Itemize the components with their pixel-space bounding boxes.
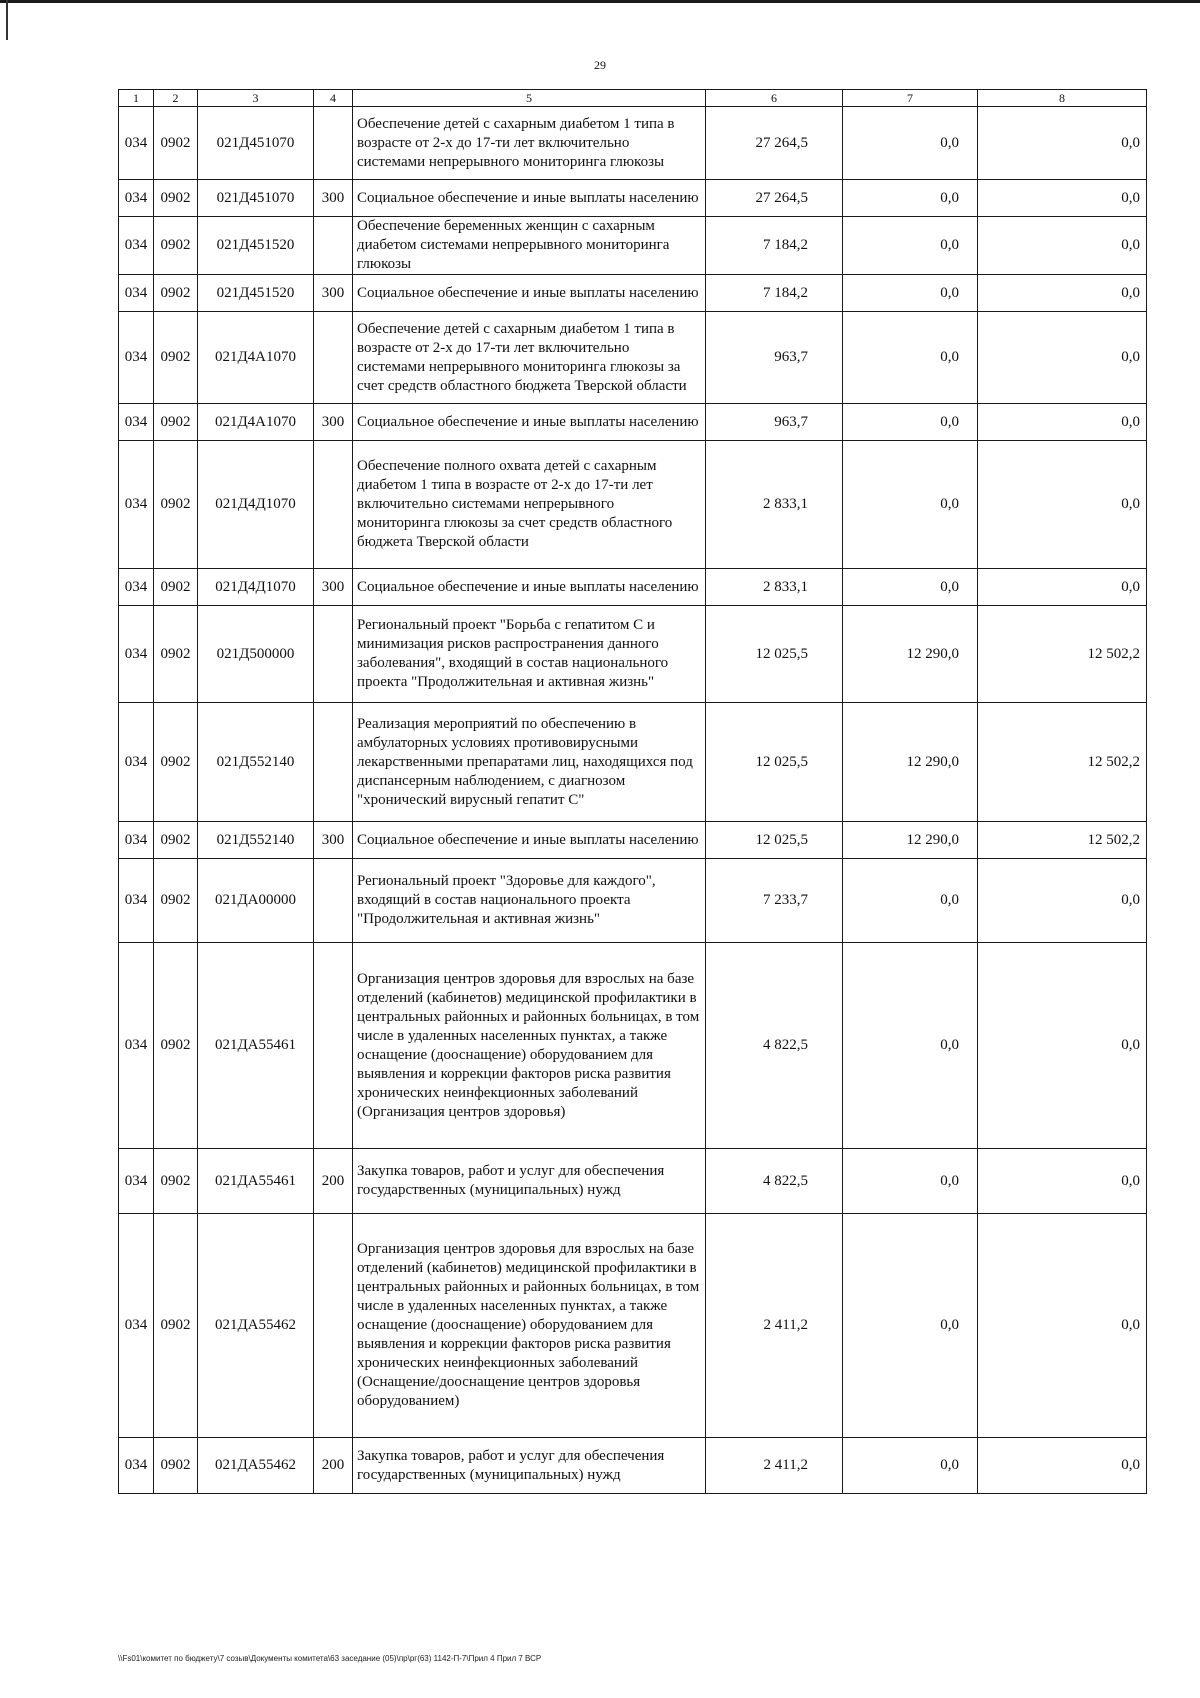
column-number: 3 (198, 90, 314, 107)
amount-col6-cell: 7 184,2 (706, 217, 843, 275)
amount-col8-cell: 0,0 (978, 569, 1147, 606)
amount-col8-cell: 0,0 (978, 180, 1147, 217)
amount-col6-cell: 12 025,5 (706, 606, 843, 703)
column-number: 4 (314, 90, 353, 107)
amount-col6-cell: 27 264,5 (706, 107, 843, 180)
expense-type-cell: 300 (314, 404, 353, 441)
amount-col6-cell: 963,7 (706, 404, 843, 441)
expense-type-cell (314, 1214, 353, 1438)
ministry-code-cell: 034 (119, 107, 154, 180)
section-code-cell: 0902 (154, 606, 198, 703)
target-article-cell: 021Д552140 (198, 703, 314, 822)
ministry-code-cell: 034 (119, 441, 154, 569)
ministry-code-cell: 034 (119, 217, 154, 275)
table-row (119, 312, 1147, 404)
table-row (119, 606, 1147, 703)
section-code-cell: 0902 (154, 275, 198, 312)
expense-type-cell: 300 (314, 569, 353, 606)
column-number: 2 (154, 90, 198, 107)
section-code-cell: 0902 (154, 943, 198, 1149)
amount-col8-cell: 0,0 (978, 107, 1147, 180)
ministry-code-cell: 034 (119, 1149, 154, 1214)
amount-col6-cell: 4 822,5 (706, 1149, 843, 1214)
amount-col6-cell: 2 411,2 (706, 1214, 843, 1438)
section-code-cell: 0902 (154, 1438, 198, 1494)
amount-col8-cell: 0,0 (978, 312, 1147, 404)
amount-col8-cell: 12 502,2 (978, 822, 1147, 859)
table-row (119, 107, 1147, 180)
amount-col6-cell: 7 184,2 (706, 275, 843, 312)
description-cell: Обеспечение полного охвата детей с сахарным диабетом 1 типа в возрасте от 2-х до 17-ти лет включительно системами непрерывного мониторинга глюкозы за счет средств областного бюджета Тверской области (353, 441, 706, 569)
ministry-code-cell: 034 (119, 1214, 154, 1438)
expense-type-cell (314, 606, 353, 703)
section-code-cell: 0902 (154, 180, 198, 217)
amount-col6-cell: 2 833,1 (706, 569, 843, 606)
amount-col7-cell: 0,0 (843, 943, 978, 1149)
table-row (119, 822, 1147, 859)
amount-col8-cell: 0,0 (978, 1438, 1147, 1494)
column-number: 1 (119, 90, 154, 107)
ministry-code-cell: 034 (119, 180, 154, 217)
expense-type-cell: 300 (314, 822, 353, 859)
ministry-code-cell: 034 (119, 312, 154, 404)
page-number: 29 (594, 58, 606, 72)
amount-col8-cell: 0,0 (978, 275, 1147, 312)
column-number: 7 (843, 90, 978, 107)
table-row (119, 859, 1147, 943)
section-code-cell: 0902 (154, 1149, 198, 1214)
amount-col6-cell: 12 025,5 (706, 822, 843, 859)
section-code-cell: 0902 (154, 569, 198, 606)
description-cell: Реализация мероприятий по обеспечению в амбулаторных условиях противовирусными лекарственными препаратами лиц, находящихся под диспансерным наблюдением, с диагнозом "хронический вирусный гепатит С" (353, 703, 706, 822)
ministry-code-cell: 034 (119, 822, 154, 859)
expense-type-cell: 300 (314, 180, 353, 217)
target-article-cell: 021Д500000 (198, 606, 314, 703)
description-cell: Социальное обеспечение и иные выплаты населению (353, 275, 706, 312)
column-number: 8 (978, 90, 1147, 107)
expense-type-cell (314, 312, 353, 404)
amount-col7-cell: 12 290,0 (843, 822, 978, 859)
amount-col7-cell: 0,0 (843, 441, 978, 569)
target-article-cell: 021ДА55461 (198, 1149, 314, 1214)
amount-col6-cell: 2 833,1 (706, 441, 843, 569)
amount-col8-cell: 0,0 (978, 217, 1147, 275)
description-cell: Социальное обеспечение и иные выплаты населению (353, 180, 706, 217)
section-code-cell: 0902 (154, 404, 198, 441)
section-code-cell: 0902 (154, 822, 198, 859)
amount-col6-cell: 963,7 (706, 312, 843, 404)
description-cell: Региональный проект "Борьба с гепатитом С и минимизация рисков распространения данного заболевания", входящий в состав национального проекта "Продолжительная и активная жизнь" (353, 606, 706, 703)
table-row (119, 217, 1147, 275)
ministry-code-cell: 034 (119, 404, 154, 441)
amount-col6-cell: 12 025,5 (706, 703, 843, 822)
description-cell: Обеспечение детей с сахарным диабетом 1 типа в возрасте от 2-х до 17-ти лет включительно системами непрерывного мониторинга глюкозы за счет средств областного бюджета Тверской области (353, 312, 706, 404)
amount-col6-cell: 27 264,5 (706, 180, 843, 217)
table-row (119, 569, 1147, 606)
amount-col8-cell: 0,0 (978, 859, 1147, 943)
target-article-cell: 021Д451070 (198, 107, 314, 180)
amount-col7-cell: 0,0 (843, 404, 978, 441)
section-code-cell: 0902 (154, 441, 198, 569)
amount-col7-cell: 0,0 (843, 1149, 978, 1214)
table-row (119, 703, 1147, 822)
table-row (119, 1149, 1147, 1214)
expense-type-cell (314, 217, 353, 275)
amount-col6-cell: 4 822,5 (706, 943, 843, 1149)
target-article-cell: 021ДА00000 (198, 859, 314, 943)
file-path-footer: \\Fs01\комитет по бюджету\7 созыв\Документы комитета\63 заседание (05)\пр\рг(63) 1142-П-7\Прил 4 Прил 7 ВСР (118, 1654, 542, 1663)
description-cell: Социальное обеспечение и иные выплаты населению (353, 569, 706, 606)
section-code-cell: 0902 (154, 107, 198, 180)
target-article-cell: 021Д4А1070 (198, 312, 314, 404)
description-cell: Организация центров здоровья для взрослых на базе отделений (кабинетов) медицинской профилактики в центральных районных и районных больницах, в том числе в удаленных населенных пунктах, а также оснащение (дооснащение) оборудованием для выявления и коррекции факторов риска развития хронических неинфекционных заболеваний (Организация центров здоровья) (353, 943, 706, 1149)
amount-col6-cell: 7 233,7 (706, 859, 843, 943)
ministry-code-cell: 034 (119, 606, 154, 703)
column-number: 6 (706, 90, 843, 107)
description-cell: Социальное обеспечение и иные выплаты населению (353, 822, 706, 859)
description-cell: Региональный проект "Здоровье для каждого", входящий в состав национального проекта "Продолжительная и активная жизнь" (353, 859, 706, 943)
table-row (119, 441, 1147, 569)
section-code-cell: 0902 (154, 312, 198, 404)
table-row (119, 180, 1147, 217)
table-row (119, 1438, 1147, 1494)
expense-type-cell: 300 (314, 275, 353, 312)
column-number: 5 (353, 90, 706, 107)
ministry-code-cell: 034 (119, 943, 154, 1149)
table-row (119, 943, 1147, 1149)
budget-table (118, 89, 1147, 1494)
amount-col7-cell: 0,0 (843, 569, 978, 606)
table-row (119, 1214, 1147, 1438)
table-row (119, 404, 1147, 441)
expense-type-cell (314, 703, 353, 822)
ministry-code-cell: 034 (119, 703, 154, 822)
amount-col7-cell: 0,0 (843, 1214, 978, 1438)
ministry-code-cell: 034 (119, 1438, 154, 1494)
target-article-cell: 021Д451070 (198, 180, 314, 217)
target-article-cell: 021Д451520 (198, 217, 314, 275)
target-article-cell: 021Д4А1070 (198, 404, 314, 441)
amount-col8-cell: 12 502,2 (978, 606, 1147, 703)
expense-type-cell (314, 943, 353, 1149)
section-code-cell: 0902 (154, 217, 198, 275)
amount-col7-cell: 0,0 (843, 312, 978, 404)
description-cell: Социальное обеспечение и иные выплаты населению (353, 404, 706, 441)
expense-type-cell (314, 441, 353, 569)
amount-col8-cell: 0,0 (978, 441, 1147, 569)
target-article-cell: 021Д552140 (198, 822, 314, 859)
amount-col8-cell: 0,0 (978, 404, 1147, 441)
table-row (119, 275, 1147, 312)
amount-col7-cell: 0,0 (843, 107, 978, 180)
description-cell: Организация центров здоровья для взрослых на базе отделений (кабинетов) медицинской профилактики в центральных районных и районных больницах, в том числе в удаленных населенных пунктах, а также оснащение (дооснащение) оборудованием для выявления и коррекции факторов риска развития хронических неинфекционных заболеваний (Оснащение/дооснащение центров здоровья оборудованием) (353, 1214, 706, 1438)
target-article-cell: 021Д4Д1070 (198, 569, 314, 606)
amount-col8-cell: 12 502,2 (978, 703, 1147, 822)
ministry-code-cell: 034 (119, 859, 154, 943)
amount-col7-cell: 12 290,0 (843, 606, 978, 703)
scan-top-border (0, 0, 1200, 3)
amount-col7-cell: 0,0 (843, 180, 978, 217)
expense-type-cell (314, 859, 353, 943)
description-cell: Закупка товаров, работ и услуг для обеспечения государственных (муниципальных) нужд (353, 1149, 706, 1214)
section-code-cell: 0902 (154, 859, 198, 943)
amount-col7-cell: 0,0 (843, 275, 978, 312)
description-cell: Обеспечение беременных женщин с сахарным диабетом системами непрерывного мониторинга глюкозы (353, 217, 706, 275)
description-cell: Обеспечение детей с сахарным диабетом 1 типа в возрасте от 2-х до 17-ти лет включительно системами непрерывного мониторинга глюкозы (353, 107, 706, 180)
amount-col8-cell: 0,0 (978, 943, 1147, 1149)
target-article-cell: 021Д4Д1070 (198, 441, 314, 569)
target-article-cell: 021ДА55462 (198, 1214, 314, 1438)
ministry-code-cell: 034 (119, 275, 154, 312)
section-code-cell: 0902 (154, 703, 198, 822)
target-article-cell: 021Д451520 (198, 275, 314, 312)
amount-col7-cell: 0,0 (843, 217, 978, 275)
amount-col8-cell: 0,0 (978, 1214, 1147, 1438)
description-cell: Закупка товаров, работ и услуг для обеспечения государственных (муниципальных) нужд (353, 1438, 706, 1494)
amount-col7-cell: 0,0 (843, 859, 978, 943)
amount-col6-cell: 2 411,2 (706, 1438, 843, 1494)
expense-type-cell: 200 (314, 1438, 353, 1494)
amount-col8-cell: 0,0 (978, 1149, 1147, 1214)
ministry-code-cell: 034 (119, 569, 154, 606)
scan-edge-mark (6, 0, 8, 40)
column-number-row (119, 90, 1147, 107)
target-article-cell: 021ДА55461 (198, 943, 314, 1149)
amount-col7-cell: 12 290,0 (843, 703, 978, 822)
expense-type-cell (314, 107, 353, 180)
amount-col7-cell: 0,0 (843, 1438, 978, 1494)
section-code-cell: 0902 (154, 1214, 198, 1438)
target-article-cell: 021ДА55462 (198, 1438, 314, 1494)
expense-type-cell: 200 (314, 1149, 353, 1214)
